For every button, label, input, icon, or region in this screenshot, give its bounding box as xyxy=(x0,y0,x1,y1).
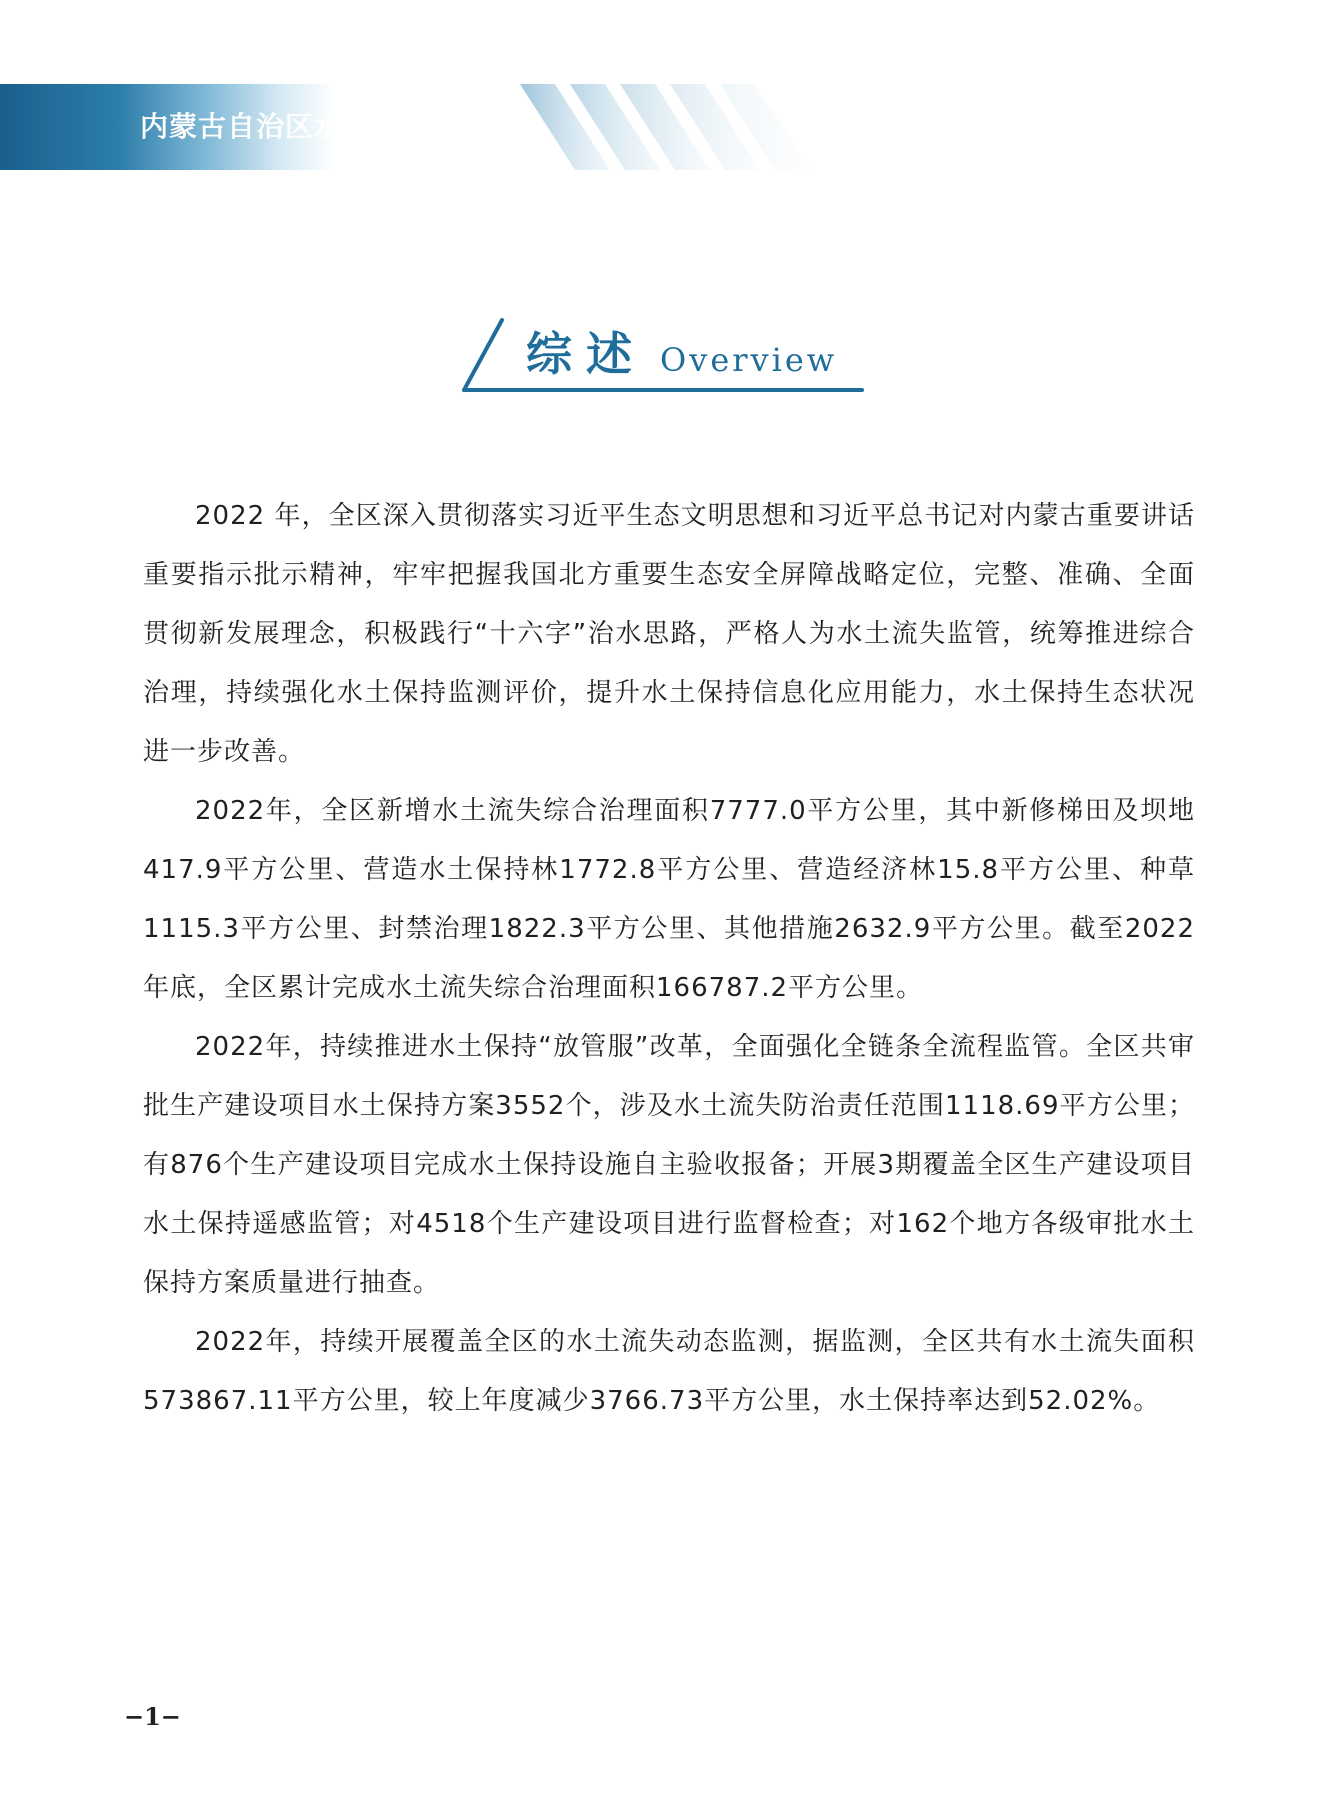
paragraph-monitoring: 2022年，持续开展覆盖全区的水土流失动态监测，据监测，全区共有水土流失面积573867.11平方公里，较上年度减少3766.73平方公里，水土保持率达到52.02%。 xyxy=(143,1327,1195,1416)
header-title: 内蒙古自治区水利厅 xyxy=(140,110,402,143)
paragraph-comprehensive-treatment: 2022年，全区新增水土流失综合治理面积7777.0平方公里，其中新修梯田及坝地417.9平方公里、营造水土保持林1772.8平方公里、营造经济林15.8平方公里、种草1115.3平方公里、封禁治理1822.3平方公里、其他措施2632.9平方公里。截至2022年底，全区累计完成水土流失综合治理面积166787.2平方公里。 xyxy=(143,796,1195,1003)
paragraph-intro: 2022 年，全区深入贯彻落实习近平生态文明思想和习近平总书记对内蒙古重要讲话重要指示批示精神，牢牢把握我国北方重要生态安全屏障战略定位，完整、准确、全面贯彻新发展理念，积极践行“十六字”治水思路，严格人为水土流失监管，统筹推进综合治理，持续强化水土保持监测评价，提升水土保持信息化应用能力，水土保持生态状况进一步改善。 xyxy=(143,501,1195,767)
section-heading xyxy=(460,318,880,398)
section-title-chinese: 综述 xyxy=(526,327,646,381)
overview-body xyxy=(143,487,1195,1431)
paragraph-supervision: 2022年，持续推进水土保持“放管服”改革，全面强化全链条全流程监管。全区共审批生产建设项目水土保持方案3552个，涉及水土流失防治责任范围1118.69平方公里；有876个生产建设项目完成水土保持设施自主验收报备；开展3期覆盖全区生产建设项目水土保持遥感监管；对4518个生产建设项目进行监督检查；对162个地方各级审批水土保持方案质量进行抽查。 xyxy=(143,1032,1195,1298)
page-number: −1− xyxy=(124,1702,181,1731)
section-title-english: Overview xyxy=(660,341,838,379)
